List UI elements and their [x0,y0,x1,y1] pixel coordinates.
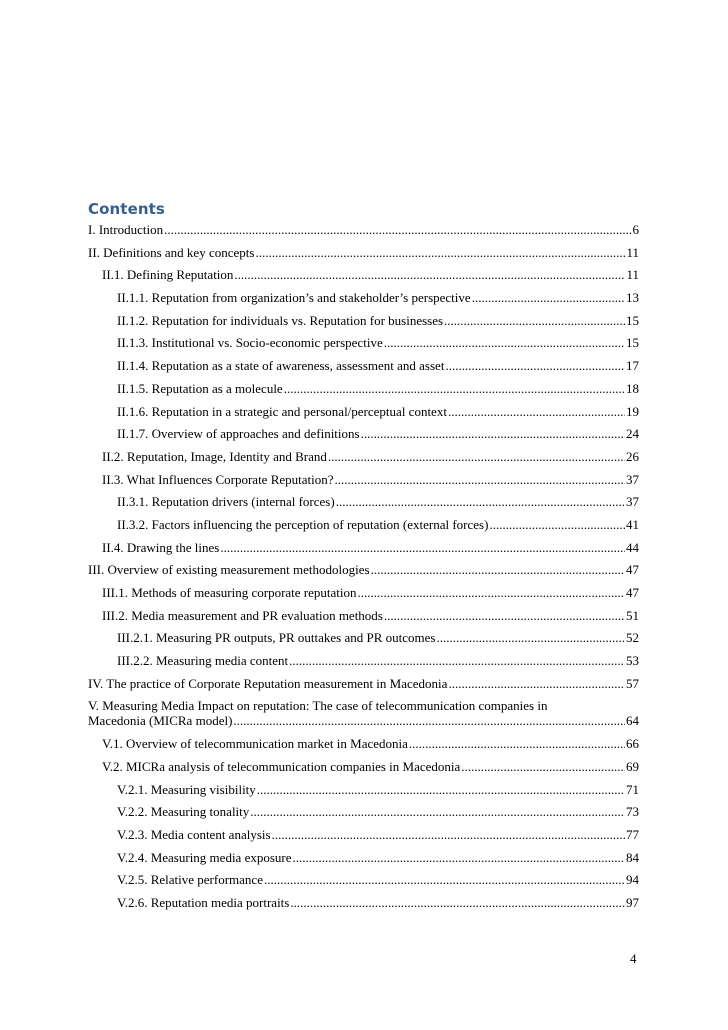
dot-leader [358,585,625,600]
toc-entry-title: II.1.1. Reputation from organization’s and stakeholder’s perspective [117,290,471,306]
toc-entry-page: 26 [626,448,639,464]
toc-entry[interactable] [88,358,639,373]
dot-leader [234,267,625,282]
toc-entry-page: 71 [626,781,639,797]
toc-entry-title: V.2. MICRa analysis of telecommunication companies in Macedonia [102,758,461,774]
dot-leader [255,245,625,260]
dot-leader [445,358,625,373]
toc-entry-title: III.2. Media measurement and PR evaluation methods [102,607,383,623]
toc-entry-page: 64 [626,713,639,729]
toc-entry-title: V.2.2. Measuring tonality [117,804,250,820]
dot-leader [384,335,625,350]
toc-entry-title: V.2.6. Reputation media portraits [117,894,290,910]
dot-leader [444,313,625,328]
toc-entry[interactable] [88,494,639,509]
dot-leader [220,540,625,555]
toc-entry-title: II.1.6. Reputation in a strategic and personal/perceptual context [117,403,447,419]
toc-entry-title: V.2.3. Media content analysis [117,826,271,842]
toc-entry-title: V.2.1. Measuring visibility [117,781,256,797]
toc-entry-page: 47 [626,562,639,578]
toc-entry-title: II.1. Defining Reputation [102,267,234,283]
toc-entry[interactable] [88,608,639,623]
toc-entry[interactable] [88,290,639,305]
dot-leader [409,736,625,751]
toc-entry-title: IV. The practice of Corporate Reputation measurement in Macedonia [88,675,448,691]
toc-entry[interactable] [88,676,639,691]
toc-entry[interactable] [88,335,639,350]
toc-entry[interactable] [88,736,639,751]
toc-entry-title: III. Overview of existing measurement methodologies [88,562,370,578]
dot-leader [384,608,625,623]
toc-entry-title: II.3.2. Factors influencing the perception of reputation (external forces) [117,516,489,532]
toc-entry-page: 11 [626,267,639,283]
toc-entry-page: 52 [626,630,639,646]
toc-entry-title: V.1. Overview of telecommunication market in Macedonia [102,736,408,752]
toc-entry-page: 13 [626,290,639,306]
toc-entry-page: 41 [626,516,639,532]
toc-entry-title: V.2.4. Measuring media exposure [117,849,292,865]
dot-leader [293,850,625,865]
dot-leader [284,381,625,396]
toc-entry-page: 24 [626,426,639,442]
toc-entry-title: III.2.1. Measuring PR outputs, PR outtakes and PR outcomes [117,630,436,646]
toc-entry-title: II.1.3. Institutional vs. Socio-economic perspective [117,335,383,351]
dot-leader [290,895,625,910]
dot-leader [336,494,625,509]
toc-entry[interactable] [88,472,639,487]
toc-entry[interactable] [88,381,639,396]
toc-entry[interactable] [88,585,639,600]
dot-leader [489,517,625,532]
dot-leader [448,676,625,691]
toc-entry-page: 97 [626,894,639,910]
toc-entry-title: II.4. Drawing the lines [102,539,220,555]
toc-entry-page: 57 [626,675,639,691]
toc-entry-title: II.1.4. Reputation as a state of awareness, assessment and asset [117,358,445,374]
toc-entry[interactable] [88,222,639,237]
toc-entry[interactable] [88,245,639,260]
dot-leader [461,759,625,774]
toc-entry-page: 44 [626,539,639,555]
toc-entry[interactable] [88,850,639,865]
toc-entry-title: II.3.1. Reputation drivers (internal forces) [117,494,335,510]
toc-entry-page: 73 [626,804,639,820]
toc-entry-page: 17 [626,358,639,374]
toc-entry-page: 15 [626,312,639,328]
toc-entry-page: 47 [626,585,639,600]
toc-entry[interactable] [88,698,639,728]
page-number: 4 [630,951,637,966]
toc-entry-page: 66 [626,736,639,752]
toc-entry[interactable] [88,804,639,819]
toc-entry-title: II.3. What Influences Corporate Reputation? [102,471,334,487]
dot-leader [272,827,625,842]
dot-leader [289,653,625,668]
toc-entry-title: II.2. Reputation, Image, Identity and Brand [102,448,327,464]
toc-entry-page: 37 [626,471,639,487]
toc-entry[interactable] [88,782,639,797]
dot-leader [250,804,625,819]
toc-entry[interactable] [88,872,639,887]
toc-entry-page: 51 [626,607,639,623]
toc-entry-page: 53 [626,653,639,669]
table-of-contents [88,222,639,918]
toc-entry-title: II.1.5. Reputation as a molecule [117,380,283,396]
contents-heading: Contents [88,200,165,218]
toc-entry-page: 19 [626,403,639,419]
dot-leader [371,562,625,577]
toc-entry-title: III.2.2. Measuring media content [117,653,289,669]
toc-entry[interactable] [88,562,639,577]
toc-entry[interactable] [88,540,639,555]
dot-leader [233,713,625,728]
toc-entry[interactable] [88,895,639,910]
toc-entry[interactable] [88,653,639,668]
toc-entry-title: V.2.5. Relative performance [117,872,263,888]
toc-entry[interactable] [88,426,639,441]
toc-entry-page: 94 [626,872,639,888]
dot-leader [361,426,625,441]
toc-entry-title: II. Definitions and key concepts [88,244,255,260]
toc-entry-page: 84 [626,849,639,865]
toc-entry[interactable] [88,827,639,842]
toc-entry-page: 18 [626,380,639,396]
dot-leader [164,222,631,237]
toc-entry-page: 11 [626,244,639,260]
dot-leader [472,290,625,305]
toc-entry-page: 37 [626,494,639,510]
toc-entry-page: 69 [626,758,639,774]
toc-entry-title: II.1.7. Overview of approaches and definitions [117,426,360,442]
toc-entry-title: I. Introduction [88,222,164,237]
toc-entry[interactable] [88,759,639,774]
toc-entry[interactable] [88,449,639,464]
dot-leader [328,449,625,464]
toc-entry[interactable] [88,404,639,419]
toc-entry-page: 15 [626,335,639,351]
dot-leader [257,782,625,797]
toc-entry-title: Macedonia (MICRa model) [88,713,233,729]
toc-entry[interactable] [88,517,639,532]
toc-entry-page: 77 [626,826,639,842]
toc-entry-title: II.1.2. Reputation for individuals vs. Reputation for businesses [117,312,444,328]
toc-entry[interactable] [88,313,639,328]
toc-entry-title: III.1. Methods of measuring corporate reputation [102,585,357,600]
toc-entry-page: 6 [632,222,639,237]
toc-entry-title: V. Measuring Media Impact on reputation: The case of telecommunication companies in [88,698,548,714]
dot-leader [437,630,626,645]
toc-entry-continuation [88,713,639,728]
dot-leader [264,872,625,887]
dot-leader [448,404,625,419]
toc-entry[interactable] [88,267,639,282]
dot-leader [335,472,625,487]
toc-entry[interactable] [88,630,639,645]
